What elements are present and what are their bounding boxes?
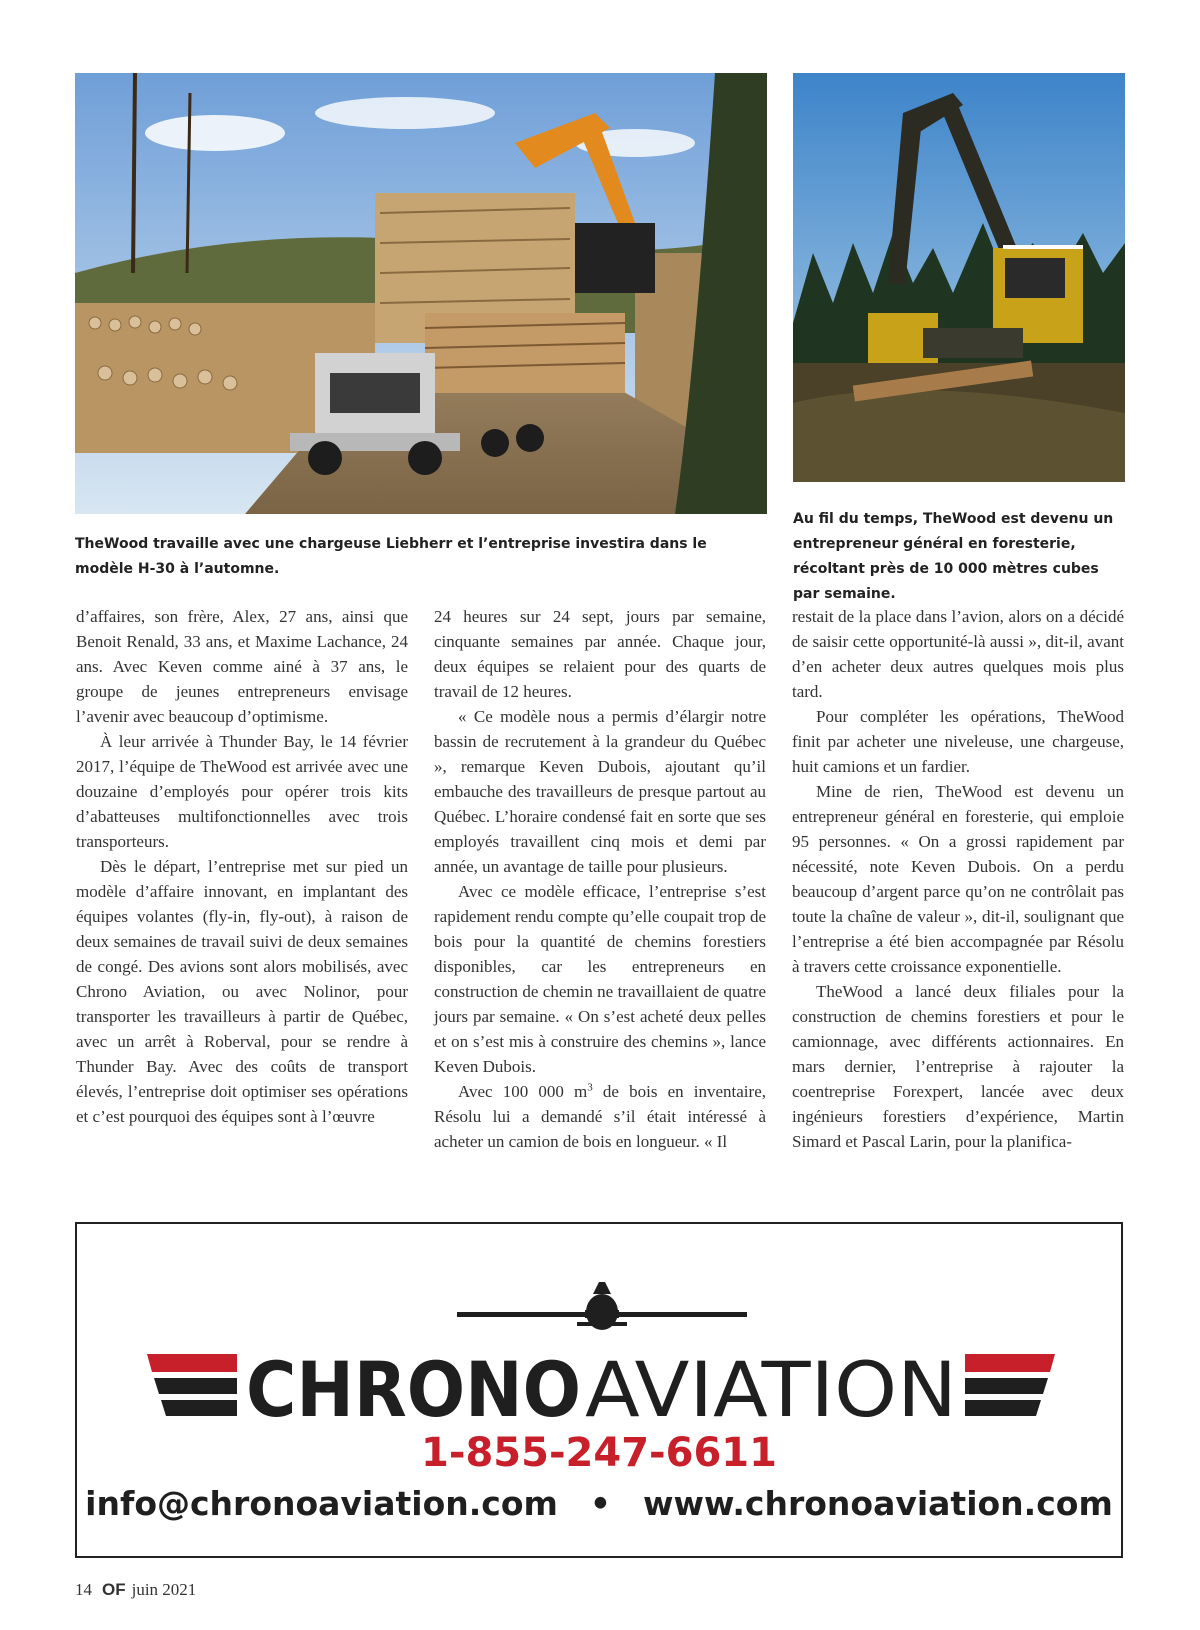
- airplane-icon: [457, 1282, 747, 1330]
- article-column-3: [792, 604, 1124, 1154]
- article-text: Avec 100 000 m: [458, 1082, 588, 1101]
- ad-contact-line: [77, 1484, 1121, 1523]
- article-paragraph: restait de la place dans l’avion, alors on a décidé de saisir cette opportunité-là aussi », dit-il, avant d’en acheter deux autres quelques mois plus tard.: [792, 607, 1124, 701]
- chrono-aviation-logo: [147, 1254, 1055, 1439]
- article-column-2: [434, 604, 766, 1154]
- photo-caption-right: Au fil du temps, TheWood est devenu un entrepreneur général en foresterie, récoltant près de 10 000 mètres cubes par semaine.: [793, 511, 1114, 602]
- stripes-right-icon: [965, 1354, 1055, 1416]
- article-paragraph: TheWood a lancé deux filiales pour la construction de chemins forestiers et pour le camionnage, avec différents actionnaires. En mars dernier, l’entreprise à rajouter la coentreprise Forexpert, lancée avec deux ingénieurs forestiers d’expérience, Martin Simard et Pascal Larin, pour la planifica-: [792, 982, 1124, 1151]
- article-paragraph: [434, 1079, 766, 1154]
- article-paragraph: 24 heures sur 24 sept, jours par semaine, cinquante semaines par année. Chaque jour, deux équipes se relaient pour des quarts de travail de 12 heures.: [434, 607, 766, 701]
- article-paragraph: d’affaires, son frère, Alex, 27 ans, ainsi que Benoit Renald, 33 ans, et Maxime Lachance, 24 ans. Avec Keven comme ainé à 37 ans, le groupe de jeunes entrepreneurs envisage l’avenir avec beaucoup d’optimisme.: [76, 607, 408, 726]
- forestry-harvester-illustration: [793, 73, 1125, 482]
- ad-website-link[interactable]: www.chronoaviation.com: [643, 1484, 1113, 1523]
- forestry-harvester-photo: [793, 73, 1125, 482]
- log-loader-truck-illustration: [75, 73, 767, 514]
- photo-caption-left: TheWood travaille avec une chargeuse Liebherr et l’entreprise investira dans le modèle H-30 à l’automne.: [75, 536, 707, 577]
- article-paragraph: À leur arrivée à Thunder Bay, le 14 février 2017, l’équipe de TheWood est arrivée avec une douzaine d’employés pour opérer trois kits d’abatteuses multifonctionnelles avec trois transporteurs.: [76, 732, 408, 851]
- magazine-name: OF: [102, 1580, 126, 1599]
- logo-text-chrono: CHRONO: [246, 1345, 581, 1434]
- article-column-1: [76, 604, 408, 1129]
- ad-email-link[interactable]: info@chronoaviation.com: [85, 1484, 558, 1523]
- issue-date: juin 2021: [131, 1580, 197, 1599]
- superscript: 3: [587, 1081, 593, 1094]
- article-paragraph: Pour compléter les opérations, TheWood finit par acheter une niveleuse, une chargeuse, huit camions et un fardier.: [792, 707, 1124, 776]
- article-paragraph: Mine de rien, TheWood est devenu un entrepreneur général en foresterie, qui emploie 95 personnes. « On a grossi rapidement par nécessité, note Keven Dubois. On a perdu beaucoup d’argent parce qu’on ne contrôlait pas toute la chaîne de valeur », dit-il, soulignant que l’entreprise a été bien accompagnée par Résolu à travers cette croissance exponentielle.: [792, 782, 1124, 976]
- chrono-aviation-advertisement: [75, 1222, 1123, 1558]
- ad-phone-number[interactable]: 1-855-247-6611: [421, 1430, 777, 1476]
- logo-text-aviation: AVIATION: [585, 1345, 957, 1434]
- article-paragraph: Dès le départ, l’entreprise met sur pied un modèle d’affaire innovant, en implantant des équipes volantes (fly-in, fly-out), à raison de deux semaines de travail suivi de deux semaines de congé. Des avions sont alors mobilisés, avec Chrono Aviation, ou avec Nolinor, pour transporter les travailleurs à partir de Québec, avec un arrêt à Roberval, pour se rendre à Thunder Bay. Avec des coûts de transport élevés, l’entreprise doit optimiser ses opérations et c’est pourquoi des équipes sont à l’œuvre: [76, 857, 408, 1126]
- ad-separator: •: [589, 1484, 612, 1523]
- page-footer: [75, 1580, 196, 1600]
- page-number: 14: [75, 1580, 92, 1599]
- article-text: de bois en inventaire, Résolu lui a demandé s’il était intéressé à acheter un camion de bois en longueur. « Il: [434, 1082, 766, 1151]
- article-paragraph: « Ce modèle nous a permis d’élargir notre bassin de recrutement à la grandeur du Québec », remarque Keven Dubois, ajoutant qu’il embauche des travailleurs de presque partout au Québec. L’horaire condensé fait en sorte que ses employés travaillent cinq mois et demi par année, un avantage de taille pour plusieurs.: [434, 707, 766, 876]
- stripes-left-icon: [147, 1354, 237, 1416]
- log-loader-truck-photo: [75, 73, 767, 514]
- article-paragraph: Avec ce modèle efficace, l’entreprise s’est rapidement rendu compte qu’elle coupait trop de bois pour la quantité de chemins forestiers disponibles, car les entrepreneurs en construction de chemin ne travaillaient de quatre jours par semaine. « On s’est acheté deux pelles et on s’est mis à construire des chemins », lance Keven Dubois.: [434, 882, 766, 1076]
